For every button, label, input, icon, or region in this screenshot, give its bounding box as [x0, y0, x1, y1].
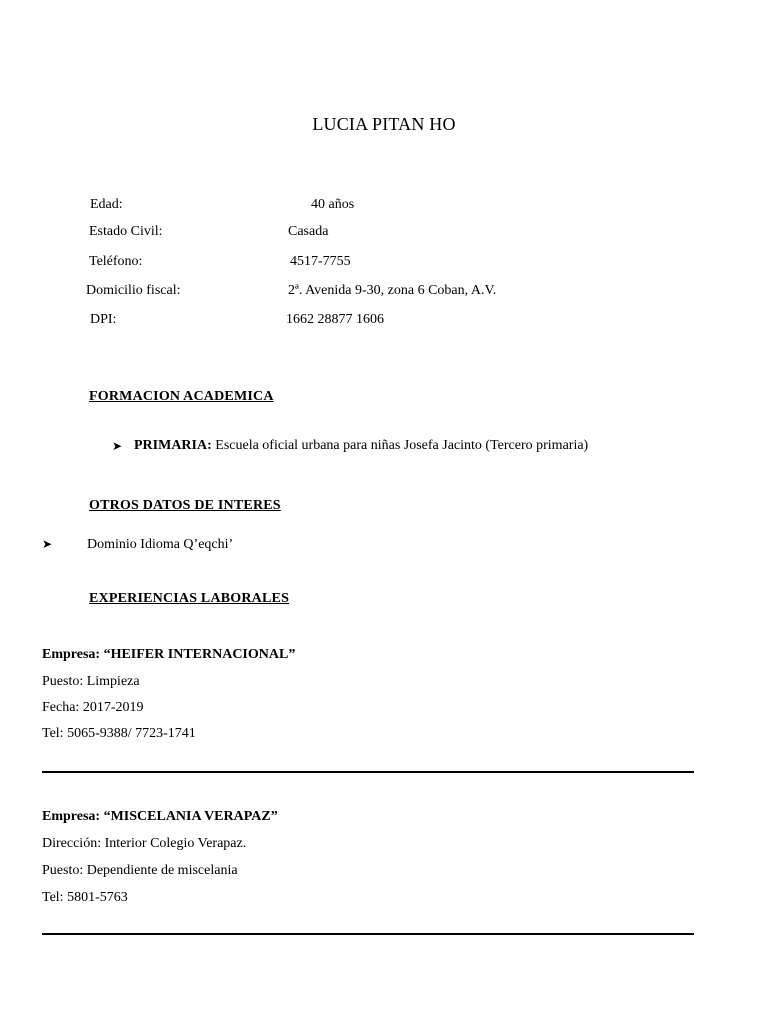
job-detail: Tel: 5065-9388/ 7723-1741 [42, 726, 196, 741]
age-value: 40 años [311, 197, 355, 212]
candidate-name: LUCIA PITAN HO [312, 114, 456, 134]
bullet-arrow-icon: ➤ [42, 537, 53, 551]
education-heading: FORMACION ACADEMICA [89, 389, 274, 404]
section-divider [42, 933, 694, 935]
education-item [134, 438, 588, 454]
civil-status-value: Casada [288, 224, 329, 239]
company-label: Empresa: [42, 647, 101, 662]
job-detail: Dirección: Interior Colegio Verapaz. [42, 836, 247, 851]
phone-value: 4517-7755 [290, 254, 351, 269]
work-experience-heading: EXPERIENCIAS LABORALES [89, 591, 290, 606]
language-item: Dominio Idioma Q’eqchi’ [87, 537, 234, 552]
company-name: “HEIFER INTERNACIONAL” [103, 647, 296, 662]
bullet-arrow-icon: ➤ [112, 439, 123, 453]
company-label: Empresa: [42, 809, 101, 824]
dpi-label: DPI: [90, 312, 117, 327]
education-level-text: Escuela oficial urbana para niñas Josefa Jacinto (Tercero primaria) [215, 438, 589, 453]
age-label: Edad: [90, 197, 123, 212]
other-info-heading: OTROS DATOS DE INTERES [89, 498, 281, 513]
job-detail: Fecha: 2017-2019 [42, 700, 144, 715]
section-divider [42, 771, 694, 773]
company-name: “MISCELANIA VERAPAZ” [103, 809, 278, 824]
job-detail: Tel: 5801-5763 [42, 890, 128, 905]
address-value: 2ª. Avenida 9-30, zona 6 Coban, A.V. [288, 283, 497, 298]
job-company [42, 809, 278, 825]
job-detail: Puesto: Limpieza [42, 674, 140, 689]
education-level-label: PRIMARIA: [134, 438, 212, 453]
address-label: Domicilio fiscal: [86, 283, 181, 298]
dpi-value: 1662 28877 1606 [286, 312, 384, 327]
job-detail: Puesto: Dependiente de miscelania [42, 863, 238, 878]
civil-status-label: Estado Civil: [89, 224, 163, 239]
phone-label: Teléfono: [89, 254, 143, 269]
job-company [42, 647, 295, 663]
